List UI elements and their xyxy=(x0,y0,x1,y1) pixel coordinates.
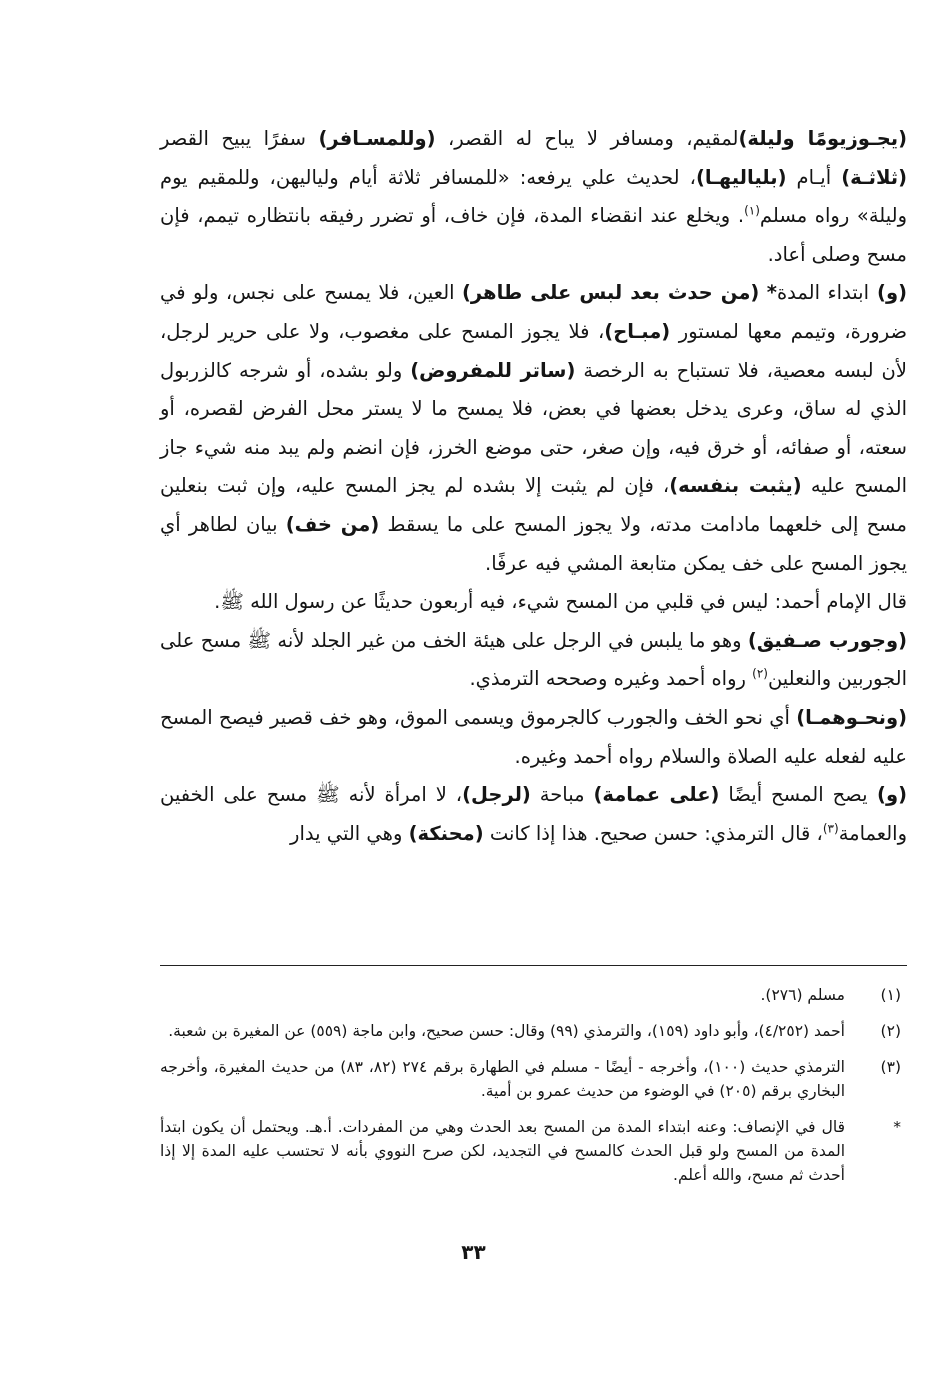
matn-text: (على عمامة) xyxy=(593,783,720,807)
page-number: ٣٣ xyxy=(461,1240,486,1264)
matn-text: (ساتر للمفروض) xyxy=(410,358,576,382)
matn-text: (ونحـوهمـا) xyxy=(796,705,907,729)
sharh-text: ، فإن لم يثبت إلا بشده لم يجز المسح عليه، وإن ثبت بنعلين مسح إلى خلعهما مادامت مدته، ولا يجوز المسح على ما يسقط xyxy=(160,474,907,536)
footnote-text: مسلم (٢٧٦). xyxy=(760,986,845,1004)
paragraph xyxy=(160,583,907,622)
sharh-text: ، قال الترمذي: حسن صحيح. هذا إذا كانت xyxy=(483,821,823,845)
footnote-text: قال في الإنصاف: وعنه ابتداء المدة من المسح بعد الحدث وهي من المفردات. أ.هـ. ويحتمل أن يكون ابتدأ المدة من المسح ولو قبل الحدث كالمسح في التجديد، لكن صرح النووي بأنه لا تحتسب عليه المدة إلا إذا أحدث ثم مسح، والله أعلم. xyxy=(160,1118,845,1184)
main-text-body xyxy=(160,120,907,853)
sharh-text: ، فلا يجوز المسح على مغصوب، ولا على حرير لرجل، لأن لبسه معصية، فلا تستباح به الرخصة xyxy=(160,319,907,382)
footnote-separator-line xyxy=(160,965,907,966)
sharh-text: ولو بشده، أو شرجه كالزربول الذي له ساق، وعرى يدخل بعضها في بعض، فلا يمسح ما لا يستر محل الفرض لقصره، أو سعته، أو صفائه، أو خرق فيه، وإن صغر، حتى موضع الخرز، فإن انضم ولم يبد منه شيء جاز المسح عليه xyxy=(160,358,908,498)
footnote xyxy=(160,1019,907,1043)
footnote-number: (١) xyxy=(880,986,901,1004)
sharh-text: سفرًا يبيح القصر xyxy=(160,127,319,150)
matn-text: (يجـوزيومًا وليلة) xyxy=(738,127,907,150)
paragraph xyxy=(160,274,907,583)
sharh-text: بيان لطاهر أي يجوز المسح على خف يمكن متابعة المشي فيه عرفًا. xyxy=(160,512,907,575)
sharh-text: مباحة xyxy=(530,783,594,807)
footnote xyxy=(160,1115,907,1187)
sharh-text: رواه أحمد وغيره وصححه الترمذي. xyxy=(469,667,753,691)
matn-text: (و) xyxy=(867,783,908,807)
footnote-text: الترمذي حديث (١٠٠)، وأخرجه - أيضًا - مسلم في الطهارة برقم ٢٧٤ (٨٢، ٨٣) من حديث المغيرة، وأخرجه البخاري برقم (٢٠٥) في الوضوء من حديث عمرو بن أمية. xyxy=(160,1058,845,1100)
paragraph xyxy=(160,699,907,776)
footnote-number: (٢) xyxy=(880,1022,901,1040)
sharh-text: أي نحو الخف والجورب كالجرموق ويسمى الموق، وهو خف قصير فيصح المسح عليه لفعله عليه الصلاة والسلام رواه أحمد وغيره. xyxy=(160,705,907,768)
footnote-reference: (٢) xyxy=(752,666,768,681)
sharh-text: يصح المسح أيضًا xyxy=(719,783,868,807)
matn-text: (و) xyxy=(869,281,908,305)
matn-text: (وجورب صـفيق) xyxy=(747,628,907,652)
footnote-number: (٣) xyxy=(880,1058,901,1076)
footnote xyxy=(160,983,907,1007)
paragraph xyxy=(160,120,907,274)
matn-text: (محنكة) xyxy=(408,821,484,845)
footnote xyxy=(160,1055,907,1103)
footnote-reference: (٣) xyxy=(822,821,839,836)
sharh-text: ابتداء المدة xyxy=(776,281,870,305)
sharh-text: ، لا امرأة لأنه ﷺ مسح على الخفين والعمامة xyxy=(160,783,907,845)
footnote-reference: (١) xyxy=(744,203,760,218)
footnote-number: * xyxy=(893,1118,901,1136)
footnotes-section xyxy=(160,983,907,1199)
matn-text: * xyxy=(766,281,777,305)
sharh-text: لمقيم، ومسافر لا يباح له القصر، xyxy=(435,127,739,150)
sharh-text: أيـام xyxy=(786,165,842,189)
sharh-text: . ويخلع عند انقضاء المدة، فإن خاف، أو تضرر رفيقه بانتظاره تيمم، فإن مسح وصلى أعاد. xyxy=(160,204,907,266)
sharh-text xyxy=(759,281,766,304)
sharh-text: وهي التي يدار xyxy=(290,821,409,845)
sharh-text: قال الإمام أحمد: ليس في قلبي من المسح شيء، فيه أربعون حديثًا عن رسول الله ﷺ. xyxy=(214,590,907,614)
paragraph xyxy=(160,776,907,853)
sharh-text: وهو ما يلبس في الرجل على هيئة الخف من غير الجلد لأنه ﷺ مسح على الجوربين والنعلين xyxy=(160,628,907,691)
sharh-text: العين، فلا يمسح على نجس، ولو في ضرورة، وتيمم معها لمستور xyxy=(160,281,908,343)
sharh-text: ، لحديث علي يرفعه: «للمسافر ثلاثة أيام ولياليهن، وللمقيم يوم وليلة» رواه مسلم xyxy=(160,165,907,228)
matn-text: (بلياليهـا) xyxy=(695,165,787,189)
matn-text: (مبـاح) xyxy=(604,319,671,343)
matn-text: (ثلاثـة) xyxy=(841,165,907,189)
footnote-text: أحمد (٤/٢٥٢)، وأبو داود (١٥٩)، والترمذي (٩٩) وقال: حسن صحيح، وابن ماجة (٥٥٩) عن المغيرة بن شعبة. xyxy=(168,1022,845,1040)
matn-text: (لرجل) xyxy=(462,783,531,807)
matn-text: (من حدث بعد لبس على طاهر) xyxy=(462,281,760,305)
paragraph xyxy=(160,622,907,699)
matn-text: (يثبت بنفسه) xyxy=(669,474,802,498)
matn-text: (من خف) xyxy=(285,512,380,536)
matn-text: (وللمسـافر) xyxy=(318,127,436,150)
